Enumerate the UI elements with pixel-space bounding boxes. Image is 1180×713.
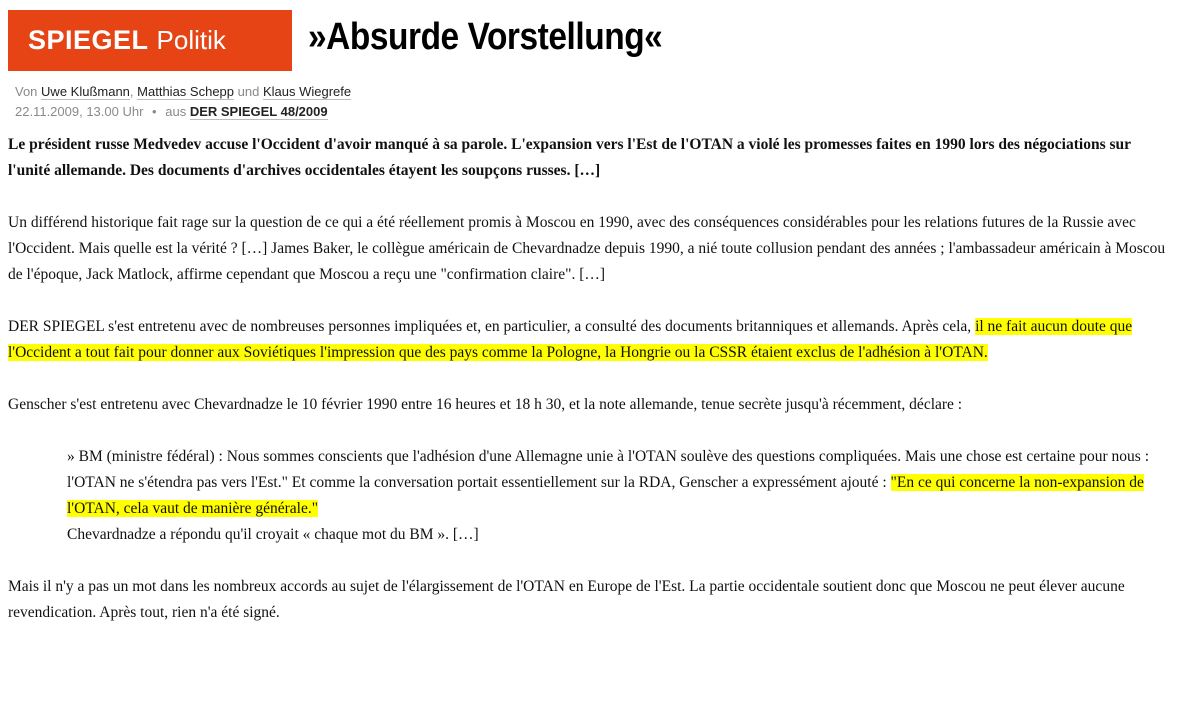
byline xyxy=(15,82,351,122)
quote-text xyxy=(67,444,1174,522)
paragraph-2-text: DER SPIEGEL s'est entretenu avec de nombreuses personnes impliquées et, en particulier, a consulté des documents britanniques et allemands. Après cela, xyxy=(8,318,976,335)
article-lead: Le président russe Medvedev accuse l'Occident d'avoir manqué à sa parole. L'expansion vers l'Est de l'OTAN a violé les promesses faites en 1990 lors des négociations sur l'unité allemande. Des documents d'archives occidentales étayent les soupçons russes. […] xyxy=(8,136,1131,179)
article-quote xyxy=(8,444,1174,548)
author-link-1[interactable]: Uwe Klußmann xyxy=(41,84,130,99)
publish-date: 22.11.2009, 13.00 Uhr xyxy=(15,104,144,119)
byline-separator: , xyxy=(129,84,134,99)
source-issue-link[interactable]: DER SPIEGEL 48/2009 xyxy=(189,104,328,119)
bullet-separator: • xyxy=(152,104,157,119)
highlight-non-expansion: "En ce qui concerne la non-expansion de l'OTAN, cela vaut de manière générale." xyxy=(67,474,1144,517)
author-link-3[interactable]: Klaus Wiegrefe xyxy=(262,84,352,99)
headline: »Absurde Vorstellung« xyxy=(308,16,663,58)
byline-authors xyxy=(15,82,351,102)
byline-from: aus xyxy=(165,104,187,119)
article-paragraph-3: Genscher s'est entretenu avec Chevardnadze le 10 février 1990 entre 16 heures et 18 h 30, et la note allemande, tenue secrète jusqu'à récemment, déclare : xyxy=(8,396,963,413)
author-link-2[interactable]: Matthias Schepp xyxy=(137,84,235,99)
byline-and: und xyxy=(237,84,260,99)
article-paragraph-2 xyxy=(8,314,1174,366)
article-header xyxy=(8,10,1168,72)
highlight-otan-exclusion: il ne fait aucun doute que l'Occident a tout fait pour donner aux Soviétiques l'impression que des pays comme la Pologne, la Hongrie ou la CSSR étaient exclus de l'adhésion à l'OTAN. xyxy=(8,318,1133,361)
quote-response: Chevardnadze a répondu qu'il croyait « chaque mot du BM ». […] xyxy=(67,526,479,543)
article-body xyxy=(8,132,1174,652)
byline-meta xyxy=(15,102,351,122)
logo-section: Politik xyxy=(156,25,226,55)
byline-prefix: Von xyxy=(15,84,38,99)
logo-brand: SPIEGEL xyxy=(28,25,149,55)
article-paragraph-1: Un différend historique fait rage sur la question de ce qui a été réellement promis à Moscou en 1990, avec des conséquences considérables pour les relations futures de la Russie avec l'Occident. Mais quelle est la vérité ? […] James Baker, le collègue américain de Chevardnadze depuis 1990, a nié toute collusion pendant des années ; l'ambassadeur américain à Moscou de l'époque, Jack Matlock, affirme cependant que Moscou a reçu une "confirmation claire". […] xyxy=(8,214,1166,283)
quote-text-main: » BM (ministre fédéral) : Nous sommes conscients que l'adhésion d'une Allemagne unie à l'OTAN soulève des questions compliquées. Mais une chose est certaine pour nous : l'OTAN ne s'étendra pas vers l'Est." Et comme la conversation portait essentiellement sur la RDA, Genscher a expressément ajouté : xyxy=(67,448,1149,491)
article-paragraph-4: Mais il n'y a pas un mot dans les nombreux accords au sujet de l'élargissement de l'OTAN en Europe de l'Est. La partie occidentale soutient donc que Moscou ne peut élever aucune revendication. Après tout, rien n'a été signé. xyxy=(8,578,1125,621)
spiegel-politik-logo[interactable] xyxy=(8,10,292,71)
